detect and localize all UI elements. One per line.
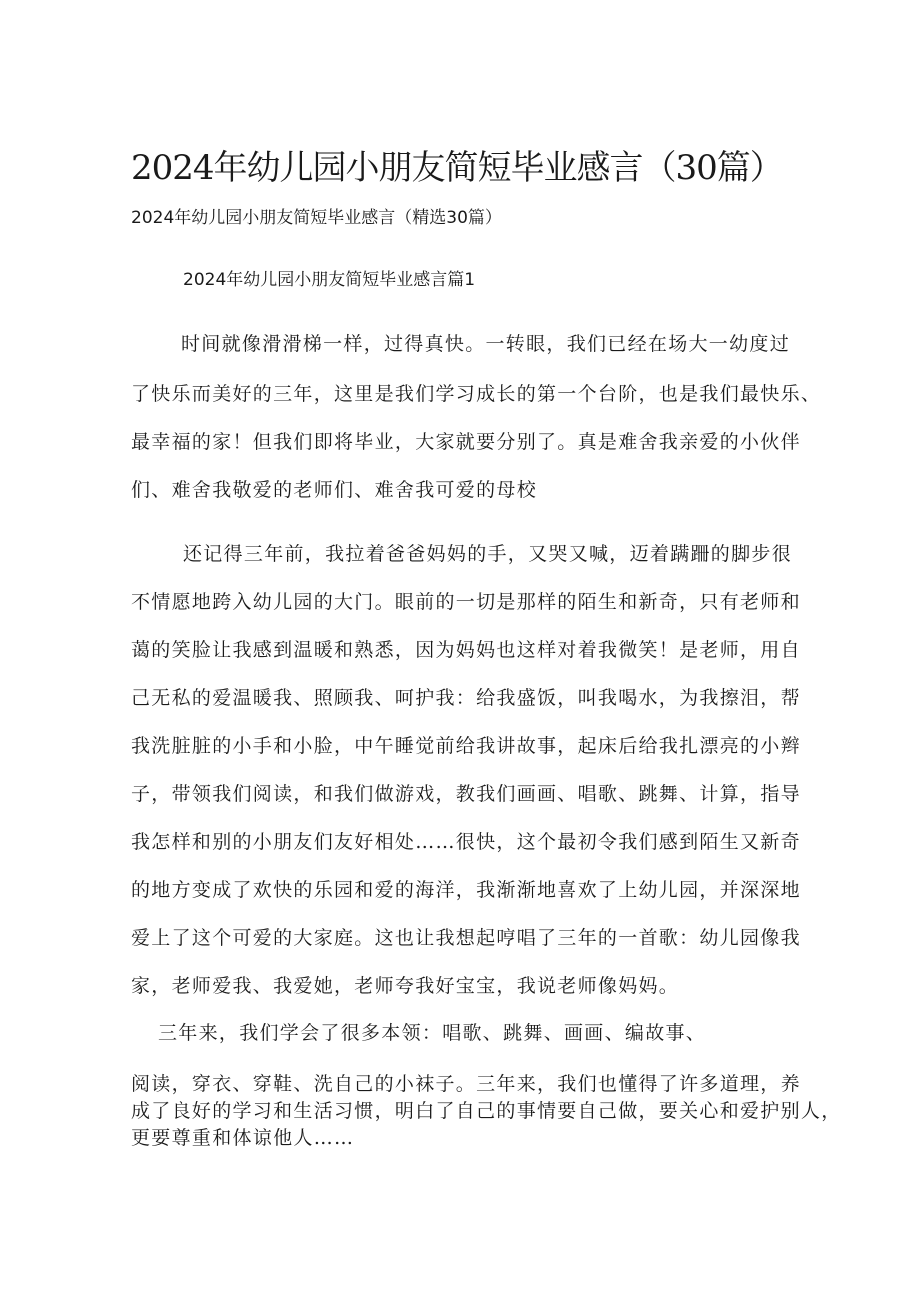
paragraph-line: 不情愿地跨入幼儿园的大门。眼前的一切是那样的陌生和新奇，只有老师和 [131, 591, 801, 613]
paragraph-line: 成了良好的学习和生活习惯，明白了自己的事情要自己做，要关心和爱护别人， [131, 1100, 842, 1122]
document-subtitle: 2024年幼儿园小朋友简短毕业感言（精选30篇） [131, 208, 502, 228]
paragraph-line: 阅读，穿衣、穿鞋、洗自己的小袜子。三年来，我们也懂得了许多道理，养 [131, 1073, 801, 1095]
paragraph-line: 我怎样和别的小朋友们友好相处……很快，这个最初令我们感到陌生又新奇 [131, 831, 801, 853]
paragraph-line: 我洗脏脏的小手和小脸，中午睡觉前给我讲故事，起床后给我扎漂亮的小辫 [131, 735, 801, 757]
paragraph-line: 最幸福的家！但我们即将毕业，大家就要分别了。真是难舍我亲爱的小伙伴 [131, 431, 801, 453]
paragraph-line: 爱上了这个可爱的大家庭。这也让我想起哼唱了三年的一首歌：幼儿园像我 [131, 927, 801, 949]
paragraph-line: 更要尊重和体谅他人…… [131, 1127, 355, 1149]
paragraph-line: 们、难舍我敬爱的老师们、难舍我可爱的母校 [131, 479, 538, 501]
paragraph-line: 三年来，我们学会了很多本领：唱歌、跳舞、画画、编故事、 [158, 1022, 707, 1044]
paragraph-line: 蔼的笑脸让我感到温暖和熟悉，因为妈妈也这样对着我微笑！是老师，用自 [131, 639, 801, 661]
paragraph-line: 时间就像滑滑梯一样，过得真快。一转眼，我们已经在场大一幼度过 [181, 333, 791, 355]
document-title: 2024年幼儿园小朋友简短毕业感言（30篇） [131, 148, 783, 188]
paragraph-line: 了快乐而美好的三年，这里是我们学习成长的第一个台阶，也是我们最快乐、 [131, 383, 822, 405]
paragraph-line: 子，带领我们阅读，和我们做游戏，教我们画画、唱歌、跳舞、计算，指导 [131, 783, 801, 805]
paragraph-line: 还记得三年前，我拉着爸爸妈妈的手，又哭又喊，迈着蹒跚的脚步很 [183, 543, 793, 565]
section-heading: 2024年幼儿园小朋友简短毕业感言篇1 [183, 270, 476, 290]
paragraph-line: 家，老师爱我、我爱她，老师夸我好宝宝，我说老师像妈妈。 [131, 975, 680, 997]
paragraph-line: 的地方变成了欢快的乐园和爱的海洋，我渐渐地喜欢了上幼儿园，并深深地 [131, 879, 801, 901]
paragraph-line: 己无私的爱温暖我、照顾我、呵护我：给我盛饭，叫我喝水，为我擦泪，帮 [131, 687, 801, 709]
